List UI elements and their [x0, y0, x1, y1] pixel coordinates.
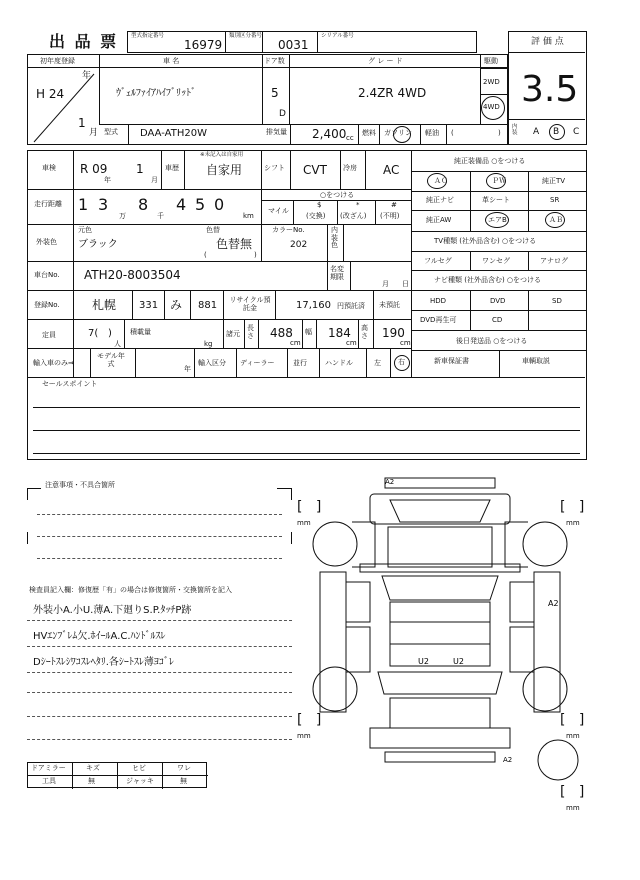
tire-depth-spare: [ ] mm: [560, 784, 585, 812]
sheet-header: [27, 31, 587, 55]
note-line-1: 外装小A.小U.薄A.下廻りS.P.ﾀｯﾁP跡: [33, 605, 192, 616]
notes-area: [27, 480, 297, 750]
mileage-digit-3: 8: [138, 195, 149, 214]
tire-depth-front-left: [ ] mm: [297, 499, 322, 527]
ac-circle: [427, 173, 447, 189]
note-line-2: HVｴﾝﾌﾞﾚﾑ欠.ﾎｲｰﾙA.C.ﾊﾝﾄﾞﾙｽﾚ: [33, 631, 166, 642]
model-designation-value: 16979: [184, 38, 223, 52]
reg-kana: み: [170, 298, 183, 312]
model-designation-box: 型式指定番号 16979: [127, 31, 263, 53]
vehicle-damage-diagram: [290, 472, 600, 812]
damage-code-roof-right: U2: [453, 657, 464, 666]
recycle-value: 17,160: [296, 300, 331, 311]
original-color: ブラック: [78, 239, 118, 250]
sheet-title: 出 品 票: [49, 32, 119, 51]
details-box: 車検 R 09 年 1 月 車歴 ※未記入は自家用 自家用 シフト CVT 冷房 AC 走行距離 1 3 万 8 千 4 5 0 km ○をつける マイル $ (交換) * (改ざん) # (不明) 外装色 元色 ブラック 色替 色替無 ( ) カラーNo. 202 内装色 車台No. ATH20-8003504 名変期限 月 日 登録No. 札幌 331 み 881 リサイクル預託金 17,160 円預託済 未預託 定員 7( ) 人 積載量 kg 諸元 長さ 488 cm 幅 184 cm 高さ 190 cm 輸入車のみ⇒ モデル年式 年 輸入区分 ディーラー 並行 ハンドル 左 右 セールスポイント 純正装備品 ○をつける ＡＣ ＰＷ 純正TV 純正ナビ 革シート SR 純正AW エアB ＡＢ TV種類 (社外品含む) ○をつける フルセグ ワンセグ アナログ ナビ種類 (社外品含む) ○をつける HDD DVD SD DVD再生可 CD 後日発送品 ○をつける 新車保証書 車輌取説: [27, 150, 587, 460]
mirror-tool-table: ドアミラー キズ ヒビ ワレ 工具 無 ジャッキ 無: [27, 762, 207, 788]
width-value: 184: [328, 326, 351, 340]
reg-city: 札幌: [92, 298, 117, 312]
interior-label: 内装: [512, 124, 518, 136]
tire-depth-front-right: [ ] mm: [560, 499, 585, 527]
color-change: 色替無: [216, 237, 253, 251]
first-reg-year: H 24: [36, 87, 65, 101]
chassis-number: ATH20-8003504: [84, 268, 181, 282]
inspection-value: R 09: [80, 162, 108, 176]
car-name: ｳﾞｪﾙﾌｧｲｱﾊｲﾌﾞﾘｯﾄﾞ: [116, 88, 196, 99]
first-reg-month: 1: [78, 116, 86, 130]
damage-code-rear: A2: [503, 756, 513, 764]
category-box: 類別区分番号 0031: [225, 31, 318, 53]
equipment-panel: 純正装備品 ○をつける ＡＣ ＰＷ 純正TV 純正ナビ 革シート SR 純正AW エアB ＡＢ TV種類 (社外品含む) ○をつける フルセグ ワンセグ アナログ ナビ種類 (社外品含む) ○をつける HDD DVD SD DVD再生可 CD 後日発送品 ○をつける 新車保証書 車輌取説: [412, 151, 586, 377]
history-value: 自家用: [206, 163, 243, 177]
sales-point-label: セールスポイント: [42, 380, 98, 388]
vehicle-basic-box: 初年度登録 車 名 ドア数 グ レ ー ド 駆動 年 H 24 1 月 ｳﾞｪﾙﾌｧｲｱﾊｲﾌﾞﾘｯﾄﾞ 5 D 2.4ZR 4WD 2WD 4WD 型式 DAA-ATH20W 排気量 2,400 cc 燃料 ガソリン 軽油 ( ): [27, 54, 508, 145]
tire-depth-rear-left: [ ] mm: [297, 712, 322, 740]
mileage-digit-4: 4: [176, 195, 187, 214]
fuel-gasoline-circle: [393, 126, 411, 143]
ac-value: AC: [383, 163, 400, 177]
mileage-digit-2: 3: [98, 195, 109, 214]
serial-box: シリアル番号: [317, 31, 477, 53]
grade-value: 2.4ZR 4WD: [358, 86, 427, 100]
damage-code-front: A2: [385, 478, 395, 486]
length-value: 488: [270, 326, 293, 340]
capacity-value: 7(: [88, 328, 99, 339]
pw-circle: [486, 173, 506, 189]
inspector-note: 検査員記入欄：修復歴「有」の場合は修復箇所・交換箇所を記入: [29, 586, 232, 594]
mileage-digit-1: 1: [78, 195, 89, 214]
mileage-digit-5: 5: [195, 195, 206, 214]
score-box: 評 価 点 3.5 内装 A B C: [508, 31, 587, 145]
tire-depth-rear-right: [ ] mm: [560, 712, 585, 740]
score-value: 3.5: [521, 69, 579, 110]
notes-title: 注意事項・不具合箇所: [45, 481, 115, 489]
model-code: DAA-ATH20W: [140, 128, 207, 139]
reg-number: 881: [198, 300, 218, 311]
door-type: D: [279, 109, 286, 119]
reg-class: 331: [139, 300, 159, 311]
height-value: 190: [382, 326, 405, 340]
shift-value: CVT: [303, 163, 327, 177]
displacement-value: 2,400: [312, 127, 347, 141]
color-number: 202: [290, 240, 308, 250]
damage-code-right-side: A2: [548, 599, 559, 608]
damage-code-roof-left: U2: [418, 657, 429, 666]
category-value: 0031: [278, 38, 309, 52]
score-label: 評 価 点: [531, 37, 564, 47]
mileage-digit-6: 0: [214, 195, 225, 214]
note-line-3: Dｼｰﾄｽﾚｼﾜｺｽﾚﾍﾀﾘ.各ｼｰﾄｽﾚ薄ﾖｺﾞﾚ: [33, 657, 174, 668]
door-count: 5: [271, 86, 279, 100]
